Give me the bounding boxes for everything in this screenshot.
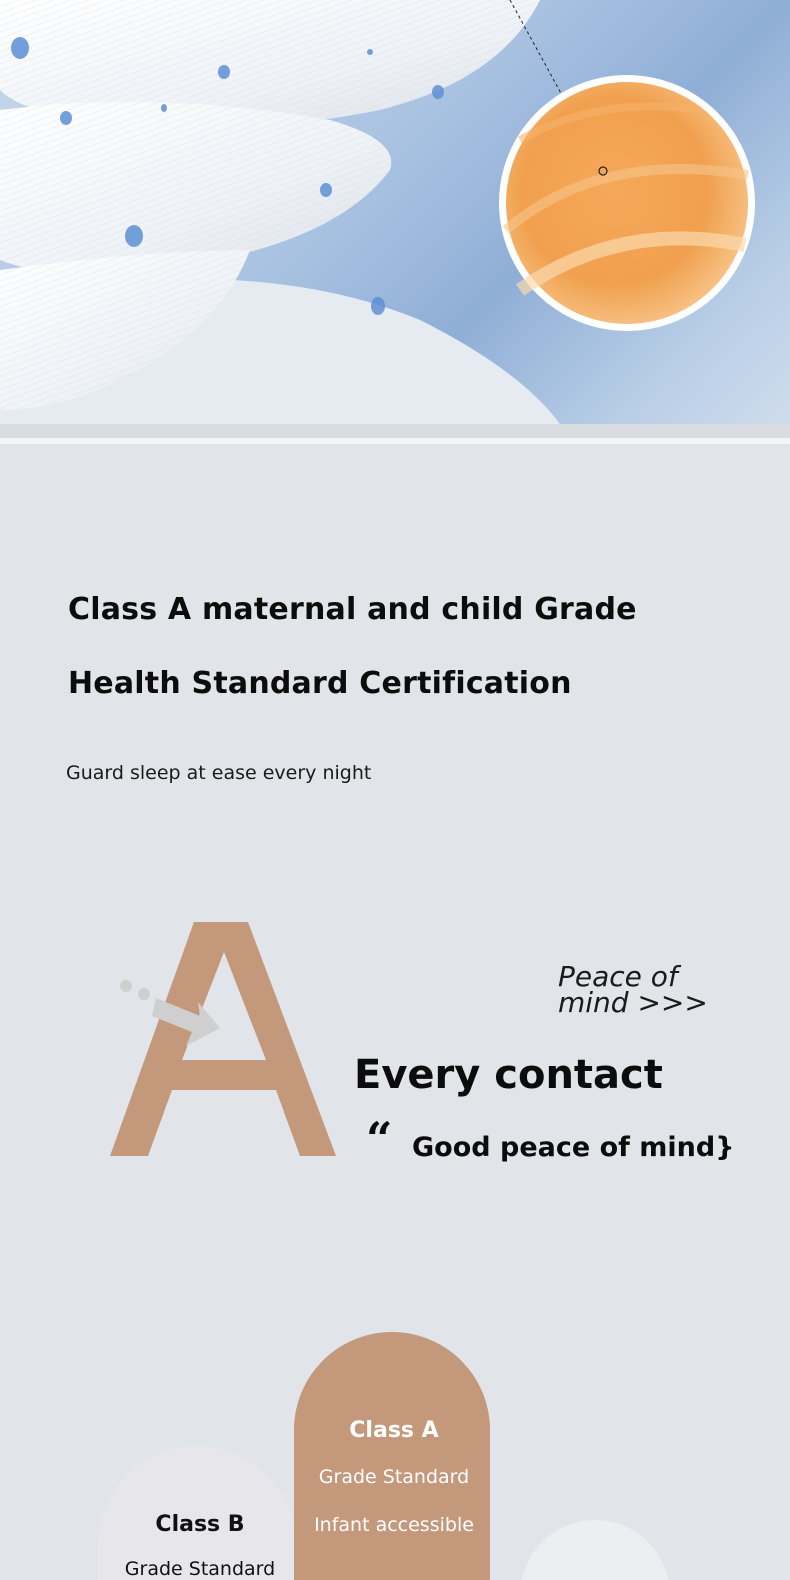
class-a-standard: Grade Standard <box>318 1466 470 1488</box>
class-a-title: Class A <box>349 1418 439 1443</box>
feature-headline: Every contact <box>354 1052 663 1098</box>
peace-line2: mind >>> <box>558 986 708 1019</box>
class-b-title: Class B <box>155 1512 245 1537</box>
hero-image <box>0 0 790 424</box>
section-divider <box>0 424 790 438</box>
class-a-letter-graphic <box>100 912 350 1162</box>
certification-title-line1: Class A maternal and child Grade <box>68 592 637 627</box>
peace-of-mind-tagline <box>558 960 708 1019</box>
class-a-infant-note: Infant accessible <box>314 1514 474 1536</box>
peace-line1: Peace of <box>558 960 678 993</box>
decorative-circle <box>520 1520 670 1580</box>
quote-icon: “ <box>366 1112 393 1166</box>
fabric-illustration <box>0 0 790 424</box>
section-divider-line <box>0 438 790 444</box>
certification-subtitle: Guard sleep at ease every night <box>66 762 372 784</box>
certification-title-line2: Health Standard Certification <box>68 666 572 701</box>
class-b-standard: Grade Standard <box>124 1558 276 1580</box>
class-a-card <box>294 1332 490 1580</box>
feature-quote: Good peace of mind} <box>412 1132 735 1163</box>
